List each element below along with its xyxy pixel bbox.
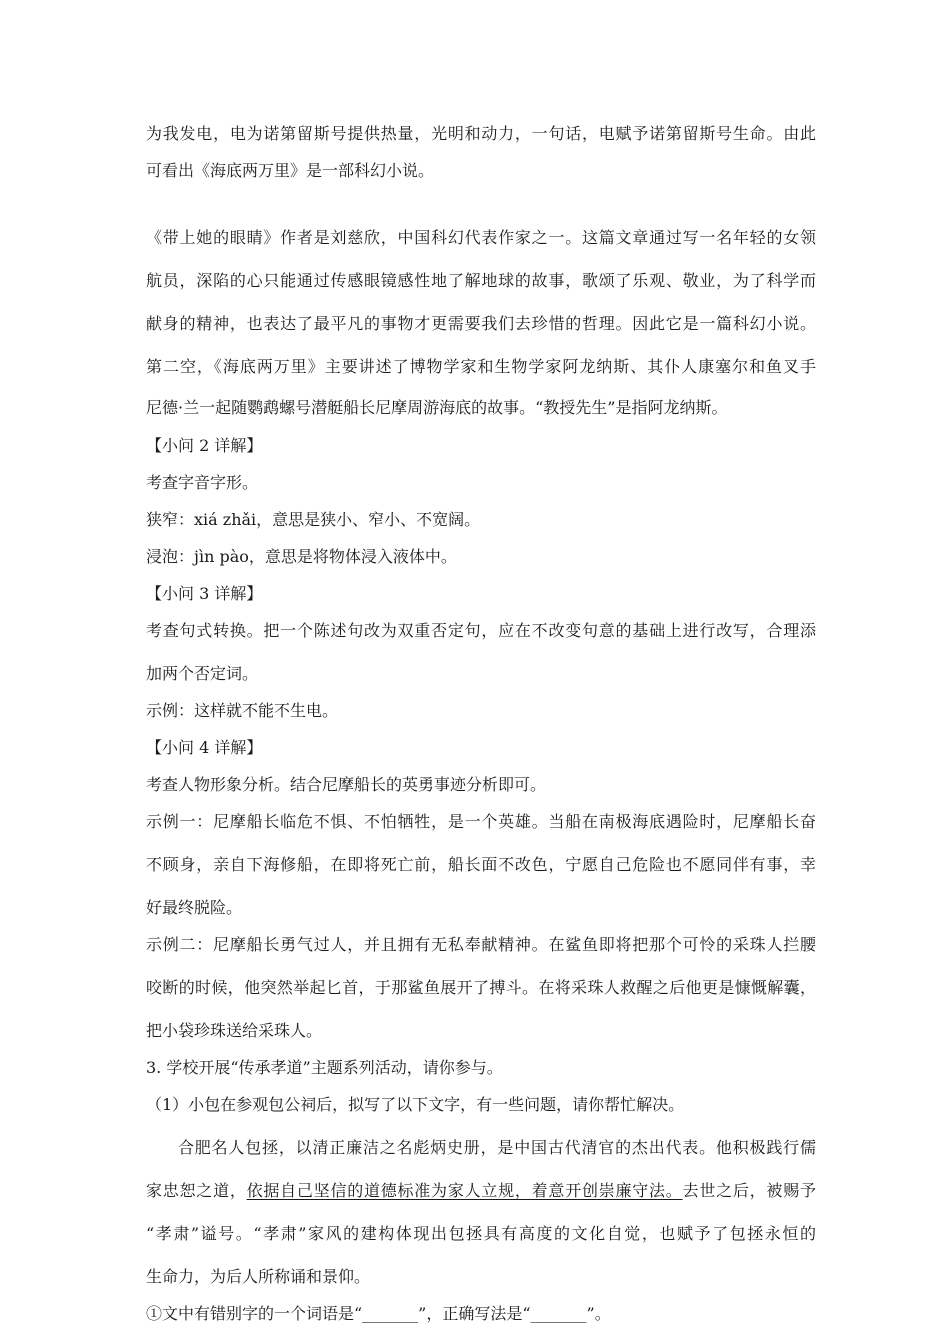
text-line: 咬断的时候，他突然举起匕首，于那鲨鱼展开了搏斗。在将采珠人救醒之后他更是慷慨解囊，: [146, 978, 816, 997]
text-line: 示例：这样就不能不生电。: [146, 701, 339, 720]
section-heading: 【小问 2 详解】: [146, 436, 263, 455]
question-heading: 3. 学校开展“传承孝道”主题系列活动，请你参与。: [146, 1058, 503, 1077]
text-line: 考查人物形象分析。结合尼摩船长的英勇事迹分析即可。: [146, 775, 547, 794]
text-line: 第二空，《海底两万里》主要讲述了博物学家和生物学家阿龙纳斯、其仆人康塞尔和鱼叉手: [146, 357, 816, 376]
text-line: 合肥名人包拯，以清正廉洁之名彪炳史册，是中国古代清官的杰出代表。他积极践行儒: [178, 1138, 816, 1157]
sub-question: （1）小包在参观包公祠后，拟写了以下文字，有一些问题，请你帮忙解决。: [146, 1095, 685, 1114]
section-heading: 【小问 4 详解】: [146, 738, 263, 757]
text-line: 《带上她的眼睛》作者是刘慈欣，中国科幻代表作家之一。这篇文章通过写一名年轻的女领: [146, 228, 816, 247]
text-line: 生命力，为后人所称诵和景仰。: [146, 1267, 371, 1286]
section-heading: 【小问 3 详解】: [146, 584, 263, 603]
text-line: 考查字音字形。: [146, 473, 259, 492]
text-line: 狭窄：xiá zhǎi，意思是狭小、窄小、不宽阔。: [146, 510, 481, 529]
text-line: “孝肃”谥号。“孝肃”家风的建构体现出包拯具有高度的文化自觉，也赋予了包拯永恒的: [146, 1224, 816, 1243]
text-line: 献身的精神，也表达了最平凡的事物才更需要我们去珍惜的哲理。因此它是一篇科幻小说。: [146, 314, 816, 333]
fill-blank-question: ①文中有错别字的一个词语是“_______”，正确写法是“_______”。: [146, 1304, 611, 1323]
text-line: 考查句式转换。把一个陈述句改为双重否定句，应在不改变句意的基础上进行改写，合理添: [146, 621, 816, 640]
text-line: 示例一：尼摩船长临危不惧、不怕牺牲，是一个英雄。当船在南极海底遇险时，尼摩船长奋: [146, 812, 816, 831]
text-line: 航员，深陷的心只能通过传感眼镜感性地了解地球的故事，歌颂了乐观、敬业，为了科学而: [146, 271, 816, 290]
text-line: 不顾身，亲自下海修船，在即将死亡前，船长面不改色，宁愿自己危险也不愿同伴有事，幸: [146, 855, 816, 874]
text-line: 好最终脱险。: [146, 898, 243, 917]
text-line: [146, 1177, 816, 1205]
text-segment: 去世之后，被赐予: [682, 1181, 816, 1200]
text-line: 为我发电，电为诺第留斯号提供热量，光明和动力，一句话，电赋予诺第留斯号生命。由此: [146, 124, 816, 143]
text-line: 浸泡：jìn pào，意思是将物体浸入液体中。: [146, 547, 457, 566]
text-line: 示例二：尼摩船长勇气过人，并且拥有无私奉献精神。在鲨鱼即将把那个可怜的采珠人拦腰: [146, 935, 816, 954]
underlined-sentence: 依据自己坚信的道德标准为家人立规，着意开创崇廉守法。: [246, 1181, 683, 1200]
text-line: 尼德·兰一起随鹦鹉螺号潜艇船长尼摩周游海底的故事。“教授先生”是指阿龙纳斯。: [146, 398, 728, 417]
text-line: 把小袋珍珠送给采珠人。: [146, 1021, 323, 1040]
text-segment: 家忠恕之道，: [146, 1181, 247, 1200]
text-line: 可看出《海底两万里》是一部科幻小说。: [146, 161, 435, 180]
text-line: 加两个否定词。: [146, 664, 259, 683]
